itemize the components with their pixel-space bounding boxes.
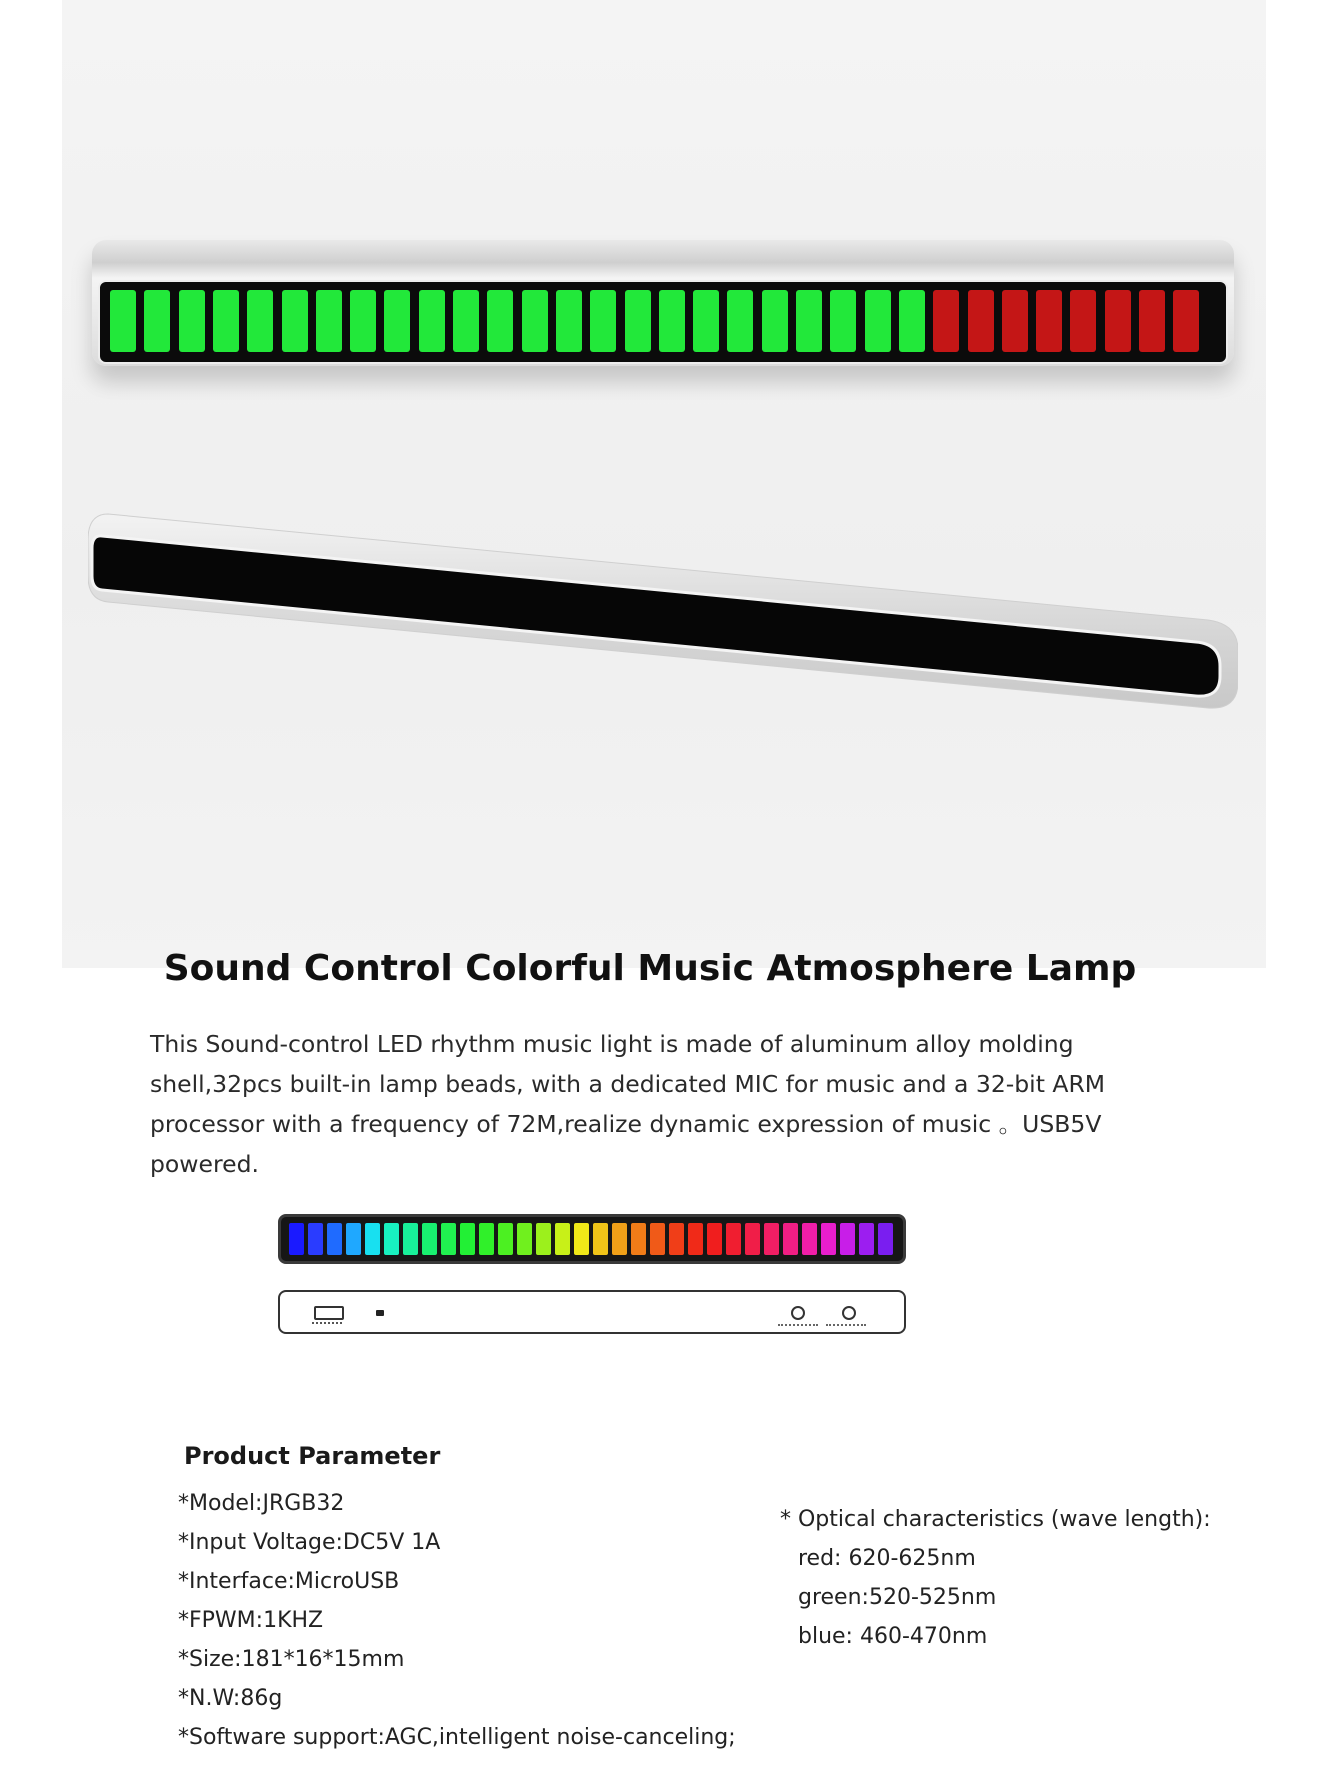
led-segment bbox=[384, 290, 410, 352]
rainbow-led-segment bbox=[650, 1223, 665, 1255]
mode-button-icon bbox=[791, 1306, 805, 1320]
mic-hole-icon bbox=[376, 1310, 384, 1316]
unlit-bar-graphic bbox=[88, 510, 1238, 720]
led-segment bbox=[487, 290, 513, 352]
rainbow-led-segment bbox=[631, 1223, 646, 1255]
parameters-heading: Product Parameter bbox=[184, 1442, 441, 1470]
rainbow-led-segment bbox=[612, 1223, 627, 1255]
lit-led-bar bbox=[92, 240, 1234, 366]
led-segment bbox=[796, 290, 822, 352]
led-segment bbox=[453, 290, 479, 352]
led-segment bbox=[419, 290, 445, 352]
optical-characteristics bbox=[780, 1500, 1211, 1656]
led-segment bbox=[590, 290, 616, 352]
led-segment bbox=[247, 290, 273, 352]
color-button-icon bbox=[842, 1306, 856, 1320]
lit-led-bar-face bbox=[98, 280, 1228, 364]
parameter-item: *Software support:AGC,intelligent noise-canceling; bbox=[178, 1725, 736, 1750]
rainbow-led-segment bbox=[308, 1223, 323, 1255]
led-segment bbox=[316, 290, 342, 352]
rainbow-led-segment bbox=[593, 1223, 608, 1255]
led-segment bbox=[899, 290, 925, 352]
rainbow-led-segment bbox=[555, 1223, 570, 1255]
rainbow-led-segment bbox=[327, 1223, 342, 1255]
led-segment bbox=[830, 290, 856, 352]
rainbow-led-segment bbox=[498, 1223, 513, 1255]
rainbow-led-segment bbox=[688, 1223, 703, 1255]
mode-button-label-mark bbox=[778, 1324, 818, 1328]
parameter-item: *Model:JRGB32 bbox=[178, 1491, 345, 1516]
optical-red: red: 620-625nm bbox=[798, 1546, 976, 1571]
rainbow-led-segment bbox=[574, 1223, 589, 1255]
rainbow-led-segment bbox=[840, 1223, 855, 1255]
usb-port-label-mark bbox=[312, 1322, 342, 1327]
unlit-led-bar bbox=[88, 510, 1238, 720]
rainbow-led-segment bbox=[517, 1223, 532, 1255]
led-segment bbox=[933, 290, 959, 352]
color-button-label-mark bbox=[826, 1324, 866, 1328]
rainbow-led-segment bbox=[669, 1223, 684, 1255]
led-segment bbox=[282, 290, 308, 352]
led-segment bbox=[1036, 290, 1062, 352]
rainbow-led-segment bbox=[403, 1223, 418, 1255]
rainbow-led-segment bbox=[821, 1223, 836, 1255]
rainbow-led-segment bbox=[707, 1223, 722, 1255]
rainbow-led-segment bbox=[764, 1223, 779, 1255]
led-segment bbox=[110, 290, 136, 352]
led-segment bbox=[522, 290, 548, 352]
rainbow-led-segment bbox=[878, 1223, 893, 1255]
rainbow-led-segment bbox=[422, 1223, 437, 1255]
led-segment bbox=[350, 290, 376, 352]
rainbow-led-segment bbox=[460, 1223, 475, 1255]
led-segment bbox=[865, 290, 891, 352]
rainbow-led-segment bbox=[726, 1223, 741, 1255]
rainbow-led-segment bbox=[783, 1223, 798, 1255]
parameter-item: *FPWM:1KHZ bbox=[178, 1608, 324, 1633]
led-segment bbox=[968, 290, 994, 352]
led-segment bbox=[1002, 290, 1028, 352]
led-segment bbox=[213, 290, 239, 352]
rainbow-led-segment bbox=[346, 1223, 361, 1255]
rainbow-led-segment bbox=[384, 1223, 399, 1255]
parameter-item: *Size:181*16*15mm bbox=[178, 1647, 405, 1672]
rainbow-led-segment bbox=[289, 1223, 304, 1255]
led-segment bbox=[179, 290, 205, 352]
rainbow-led-segment bbox=[802, 1223, 817, 1255]
rainbow-led-segment bbox=[859, 1223, 874, 1255]
led-segment bbox=[693, 290, 719, 352]
rainbow-led-segment bbox=[536, 1223, 551, 1255]
rainbow-led-bar bbox=[278, 1214, 906, 1264]
led-segment bbox=[1139, 290, 1165, 352]
port-side-view bbox=[278, 1290, 906, 1334]
parameters-list bbox=[178, 1484, 736, 1757]
led-segment bbox=[659, 290, 685, 352]
rainbow-led-segment bbox=[365, 1223, 380, 1255]
parameter-item: *Input Voltage:DC5V 1A bbox=[178, 1530, 441, 1555]
led-segment bbox=[625, 290, 651, 352]
led-segment bbox=[556, 290, 582, 352]
optical-green: green:520-525nm bbox=[798, 1585, 997, 1610]
led-segment bbox=[144, 290, 170, 352]
usb-port-icon bbox=[314, 1306, 344, 1320]
led-segment bbox=[1173, 290, 1199, 352]
product-title: Sound Control Colorful Music Atmosphere Lamp bbox=[163, 948, 1137, 989]
optical-blue: blue: 460-470nm bbox=[798, 1624, 988, 1649]
product-photo-background bbox=[62, 0, 1266, 968]
led-segment bbox=[762, 290, 788, 352]
parameter-item: *N.W:86g bbox=[178, 1686, 283, 1711]
parameter-item: *Interface:MicroUSB bbox=[178, 1569, 400, 1594]
led-row bbox=[110, 290, 1216, 354]
rainbow-led-segment bbox=[479, 1223, 494, 1255]
product-description: This Sound-control LED rhythm music light is made of aluminum alloy molding shell,32pcs built-in lamp beads, with a dedicated MIC for music and a 32-bit ARM processor with a frequency of 72M,realize dynamic expression of music 。USB5V powered. bbox=[150, 1030, 1106, 1178]
led-segment bbox=[1105, 290, 1131, 352]
rainbow-led-segment bbox=[745, 1223, 760, 1255]
optical-heading: * Optical characteristics (wave length): bbox=[780, 1507, 1211, 1532]
led-segment bbox=[1070, 290, 1096, 352]
led-segment bbox=[727, 290, 753, 352]
rainbow-led-segment bbox=[441, 1223, 456, 1255]
